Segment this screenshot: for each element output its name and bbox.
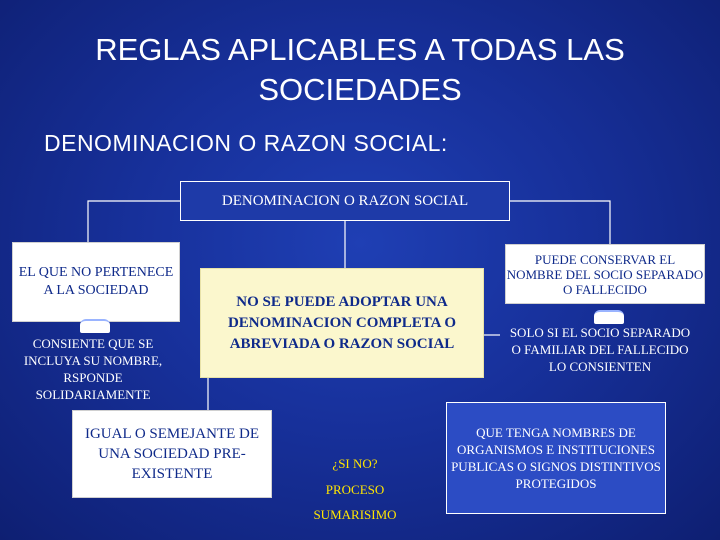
- right-connector-pill-icon: [594, 310, 624, 324]
- center-process: PROCESO: [325, 482, 385, 497]
- bottom-right-node: QUE TENGA NOMBRES DE ORGANISMOS E INSTITUCIONES PUBLICAS O SIGNOS DISTINTIVOS PROTEGIDOS: [446, 402, 666, 514]
- connector-root-right: [510, 201, 610, 244]
- right-note: SOLO SI EL SOCIO SEPARADO O FAMILIAR DEL FALLECIDO LO CONSIENTEN: [509, 325, 691, 374]
- right-node: PUEDE CONSERVAR EL NOMBRE DEL SOCIO SEPARADO O FALLECIDO: [505, 244, 705, 304]
- root-node: DENOMINACION O RAZON SOCIAL: [180, 181, 510, 221]
- left-connector-pill-icon: [80, 319, 110, 333]
- left-note: CONSIENTE QUE SE INCLUYA SU NOMBRE, RSPONDE SOLIDARIAMENTE: [23, 336, 163, 402]
- left-node: EL QUE NO PERTENECE A LA SOCIEDAD: [12, 242, 180, 322]
- connector-root-left: [88, 201, 180, 242]
- slide-title: REGLAS APLICABLES A TODAS LAS SOCIEDADES: [95, 32, 625, 107]
- bottom-left-node: IGUAL O SEMEJANTE DE UNA SOCIEDAD PRE-EXISTENTE: [72, 410, 272, 498]
- center-node: NO SE PUEDE ADOPTAR UNA DENOMINACION COMPLETA O ABREVIADA O RAZON SOCIAL: [200, 268, 484, 378]
- center-question: ¿SI NO?: [332, 456, 378, 471]
- center-summary: SUMARISIMO: [313, 507, 397, 522]
- slide-subtitle: DENOMINACION O RAZON SOCIAL:: [44, 130, 448, 156]
